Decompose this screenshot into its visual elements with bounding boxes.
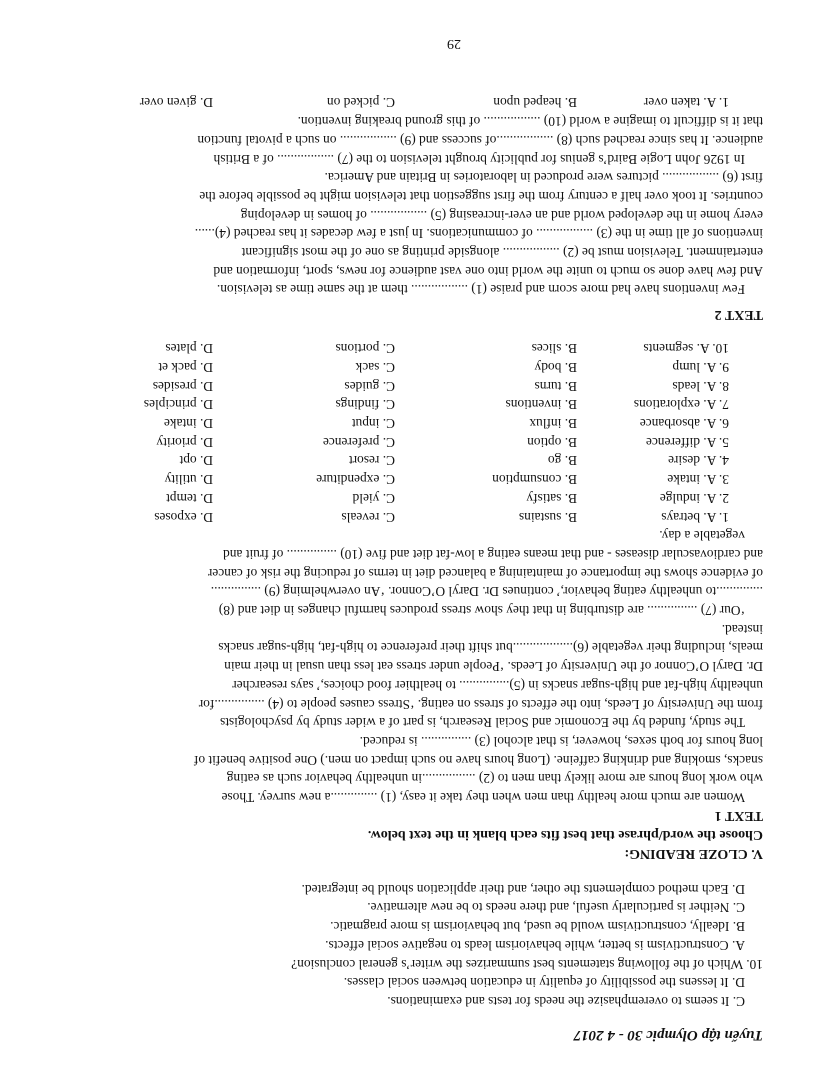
question-10: 10. Which of the following statements best summarizes the writer’s general conclusion? [291, 956, 763, 972]
option-d: D. tempt [166, 490, 213, 506]
option-b: B. sustains [518, 509, 577, 525]
text1-passage [63, 526, 763, 807]
passage-line: snacks, smoking and drinking caffeine. (Long hours have no such impact on men.) One positive benefit of [193, 752, 763, 768]
passage-line: inventions of all time in the (3) ................. of communications. In just a few decades it has reached (4)...... [194, 226, 763, 242]
option-c: C. portions [335, 341, 395, 357]
option-row [63, 395, 763, 414]
option-a: 6. A. absorbance [639, 416, 729, 432]
option-d: D. plates [165, 341, 213, 357]
option-d: D. priority [156, 434, 213, 450]
option-a: 1. A. betrays [661, 509, 729, 525]
passage-line: long hours for both sexes, however, is that alcohol (3) ............... is reduced. [359, 733, 763, 749]
passage-line: meals, including their vegetable (6)..................but shift their preference to high-fat, high-sugar snacks [218, 640, 763, 656]
passage-line: audience. It has since reached such (8) .................of success and (9) ................. on such a pivotal function [197, 132, 763, 148]
passage-line: vegetable a day. [659, 528, 745, 544]
passage-line: of evidence shows the importance of maintaining a balanced diet in terms of reducing the risk of cancer [207, 565, 763, 581]
option-row [63, 413, 763, 432]
option-c: C. resort [348, 453, 395, 469]
q10-option-c: C. Neither is particularly useful, and there needs to be new alternative. [367, 900, 745, 916]
option-a: 3. A. intake [667, 472, 729, 488]
passage-line: instead. [721, 621, 763, 637]
text1-options [63, 339, 763, 526]
passage-line: from the University of Leeds, into the effects of stress on eating. ‘Stress causes people to (4) ...............for [198, 696, 763, 712]
option-row [63, 469, 763, 488]
text2-passage [63, 111, 763, 298]
passage-line: first (6) ................. pictures were produced in laboratories in Britain and America. [324, 170, 763, 186]
option-d: D. presides [152, 378, 213, 394]
passage-line: that it is difficult to imagine a world (10) ................. of this ground breaking invention. [297, 114, 763, 130]
page-number: 29 [447, 36, 461, 51]
option-row [63, 507, 763, 526]
option-a: 8. A. leads [672, 378, 729, 394]
option-a: 2. A. indulge [659, 490, 729, 506]
option-b: B. go [547, 453, 577, 469]
q10-option-b: B. Ideally, constructivism would be used, but behaviorism is more pragmatic. [330, 919, 745, 935]
option-b: B. body [534, 359, 577, 375]
option-a: 1. A. taken over [643, 95, 729, 111]
option-c: C. expenditure [316, 472, 395, 488]
passage-line: ‘Our (7) ............... are disturbing in that they show stress produces harmful changes in diet and (8) [218, 603, 745, 619]
answer-option-d: D. It lessens the possibility of equality in education between social classes. [343, 975, 745, 991]
passage-line: every home in the developed world and an ever-increasing (5) ................. of homes in developing [240, 207, 763, 223]
option-d: D. exposes [154, 509, 213, 525]
passage-line: unhealthy high-fat and high-sugar snacks in (5)............... to healthier food choices,’ says researcher [232, 677, 763, 693]
option-c: C. sack [355, 359, 395, 375]
passage-line: Women are much more healthy than men when they take it easy, (1) ..............a new survey. Those [221, 790, 745, 806]
passage-line: and cardiovascular diseases - and that means eating a low-fat diet and five (10) ............... of fruit and [223, 546, 763, 562]
option-c: C. input [351, 416, 395, 432]
q10-option-d: D. Each method complements the other, and their application should be integrated. [301, 881, 745, 897]
page-content [63, 93, 763, 1043]
passage-line: The study, funded by the Economic and Social Research, is part of a wider study by psychologists [220, 715, 745, 731]
passage-line: countries. It took over half a century from the first suggestion that television might be possible before the [199, 188, 763, 204]
option-row [63, 432, 763, 451]
section-title: V. CLOZE READING: [624, 846, 763, 862]
option-row [63, 339, 763, 358]
option-d: D. principles [143, 397, 213, 413]
passage-line: who work long hours are more likely than men to (2) ................in unhealthy behavior such as eating [226, 771, 763, 787]
passage-line: entertainment. Television must be (2) ................. alongside printing as one of the most significant [241, 245, 763, 261]
q10-option-a: A. Constructivism is better, while behaviorism leads to negative social effects. [325, 937, 745, 953]
passage-line: ..............to unhealthy eating behavior,’ continues Dr. Daryl O’Connor. ‘An overwhelming (9) ............... [210, 584, 763, 600]
option-b: B. option [527, 434, 577, 450]
option-c: C. guides [344, 378, 395, 394]
option-d: D. intake [163, 416, 213, 432]
option-row [63, 93, 763, 112]
section-instruction: Choose the word/phrase that best fits each blank in the text below. [367, 827, 763, 843]
option-b: B. satisfy [526, 490, 577, 506]
text1-title: TEXT 1 [714, 808, 763, 824]
answer-option-c: C. It seems to overemphasize the needs for tests and examinations. [387, 994, 745, 1009]
option-row [63, 451, 763, 470]
text2-title: TEXT 2 [714, 307, 763, 323]
passage-line: Few inventions have had more scorn and praise (1) ................. them at the same time as television. [216, 282, 745, 298]
passage-line: Dr. Daryl O’Connor of the University of Leeds. ‘People under stress eat less than usual in their main [224, 659, 763, 675]
option-c: C. preference [322, 434, 395, 450]
passage-line: In 1926 John Logie Baird’s genius for publicity brought television to the (7) ................. of a British [213, 151, 745, 167]
option-c: C. picked on [326, 95, 395, 111]
option-b: B. slices [531, 341, 577, 357]
option-a: 10. A. segments [643, 341, 729, 357]
option-d: D. pack et [158, 359, 213, 375]
option-a: 7. A. explorations [633, 397, 729, 413]
option-row [63, 357, 763, 376]
option-b: B. turns [534, 378, 577, 394]
option-a: 5. A. difference [645, 434, 729, 450]
option-c: C. reveals [341, 509, 395, 525]
option-b: B. influx [529, 416, 577, 432]
option-d: D. opt [179, 453, 213, 469]
option-a: 9. A. lump [672, 359, 729, 375]
option-d: D. given over [139, 95, 213, 111]
option-a: 4. A. desire [668, 453, 729, 469]
passage-line: And few have done so much to unite the world into one vast audience for news, sport, information and [213, 263, 763, 279]
option-d: D. utility [164, 472, 213, 488]
option-b: B. heaped upon [493, 95, 577, 111]
option-c: C. yield [352, 490, 395, 506]
page-header: Tuyển tập Olympic 30 - 4 2017 [573, 1027, 763, 1043]
option-c: C. findings [335, 397, 395, 413]
text2-options [63, 93, 763, 112]
option-b: B. consumption [492, 472, 577, 488]
option-row [63, 376, 763, 395]
option-row [63, 488, 763, 507]
option-b: B. inventions [505, 397, 577, 413]
